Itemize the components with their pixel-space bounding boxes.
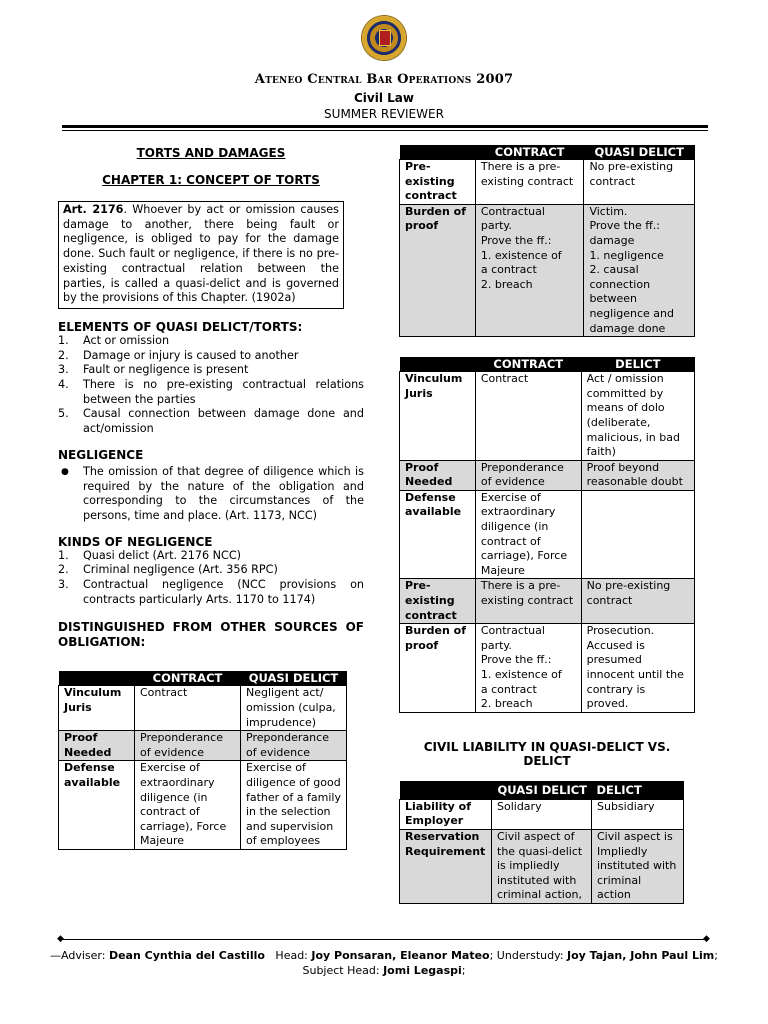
cell: Subsidiary — [592, 799, 684, 829]
row-label: Reservation Requirement — [400, 829, 492, 903]
list-item — [58, 378, 364, 407]
header-rule — [62, 125, 708, 128]
separator: ; — [714, 949, 718, 962]
cell: Contract — [135, 686, 241, 731]
cell: Civil aspect of the quasi-delict is impliedly instituted with criminal action, — [492, 829, 592, 903]
subject-head-label: Subject Head: — [302, 964, 384, 977]
elements-list — [58, 334, 364, 437]
item-number: 3. — [58, 578, 69, 592]
header-cell: QUASI DELICT — [241, 671, 347, 686]
list-item — [58, 334, 364, 349]
adviser-label: —Adviser: — [50, 949, 109, 962]
table-header-row — [400, 145, 695, 160]
cell: Exercise of diligence of good father of a family in the selection and supervision of employees — [241, 761, 347, 850]
head-label: Head: — [275, 949, 312, 962]
item-text: Contractual negligence (NCC provisions on contracts particularly Arts. 1170 to 1174) — [83, 578, 364, 606]
table-row — [400, 490, 695, 579]
adviser-name: Dean Cynthia del Castillo — [108, 949, 265, 962]
cell: Civil aspect is Impliedly instituted with criminal action — [592, 829, 684, 903]
distinguished-heading: DISTINGUISHED FROM OTHER SOURCES OF OBLIGATION: — [58, 620, 364, 650]
header-cell: CONTRACT — [475, 357, 581, 372]
row-label: Liability of Employer — [400, 799, 492, 829]
item-number: 5. — [58, 407, 69, 421]
cell: Preponderance of evidence — [135, 731, 241, 761]
head-names: Joy Ponsaran, Eleanor Mateo — [311, 949, 490, 962]
cell: Contractual party. Prove the ff.: 1. existence of a contract 2. breach — [475, 204, 584, 336]
list-item — [58, 349, 364, 364]
edition-title: SUMMER REVIEWER — [324, 107, 444, 121]
table-header-row — [400, 357, 695, 372]
ateneo-seal-icon — [362, 16, 406, 60]
item-text: Damage or injury is caused to another — [83, 348, 299, 362]
header-cell: CONTRACT — [135, 671, 241, 686]
row-label: Defense available — [59, 761, 135, 850]
item-text: Criminal negligence (Art. 356 RPC) — [83, 563, 278, 577]
cell: Contract — [475, 372, 581, 461]
list-item — [58, 549, 364, 564]
row-label: Vinculum Juris — [400, 372, 476, 461]
item-number: 2. — [58, 348, 69, 362]
footer-subject-head — [0, 963, 768, 978]
table-row — [59, 731, 347, 761]
article-2176-box — [58, 201, 344, 309]
footer-credits — [0, 948, 768, 963]
diamond-icon: ◆ — [703, 934, 710, 944]
cell: No pre-existing contract — [581, 579, 694, 624]
table-header-row — [59, 671, 347, 686]
civil-liability-heading: CIVIL LIABILITY IN QUASI-DELICT VS. DELICT — [423, 739, 671, 768]
separator: ; — [461, 964, 466, 977]
row-label: Pre-existing contract — [400, 160, 476, 205]
cell: Solidary — [492, 799, 592, 829]
table-row — [59, 761, 347, 850]
table-header-row — [400, 781, 684, 800]
cell: Act / omission committed by means of dolo (deliberate, malicious, in bad faith) — [581, 372, 694, 461]
contract-vs-quasi-delict-table-cont — [399, 145, 695, 337]
cell: Proof beyond reasonable doubt — [581, 460, 694, 490]
table-row — [400, 624, 695, 713]
item-number: 3. — [58, 363, 69, 377]
cell — [581, 490, 694, 579]
item-number: 2. — [58, 563, 69, 577]
table-row — [400, 160, 695, 205]
bullet-icon: ● — [61, 466, 69, 477]
header-cell: DELICT — [592, 781, 684, 800]
organization-title: Ateneo Central Bar Operations 2007 — [254, 72, 514, 87]
cell: Exercise of extraordinary diligence (in contract of carriage), Force Majeure — [475, 490, 581, 579]
cell: Preponderance of evidence — [475, 460, 581, 490]
row-label: Vinculum Juris — [59, 686, 135, 731]
header-rule-thin — [62, 130, 708, 131]
civil-liability-table — [399, 781, 684, 904]
header-cell: QUASI DELICT — [492, 781, 592, 800]
item-text: Fault or negligence is present — [83, 363, 249, 377]
row-label: Defense available — [400, 490, 476, 579]
table-row — [400, 799, 684, 829]
item-number: 1. — [58, 333, 69, 347]
cell: Contractual party. Prove the ff.: 1. existence of a contract 2. breach — [475, 624, 581, 713]
header-cell — [400, 781, 492, 800]
cell: No pre-existing contract — [584, 160, 695, 205]
article-text: . Whoever by act or omission causes damage to another, there being fault or negligence, is obliged to pay for the damage done. Such fault or negligence, if there is no pre-existing contractual relation between the parties, is called a quasi-delict and is governed by the provisions of this Chapter. (1902a) — [63, 203, 340, 305]
contract-vs-delict-table — [399, 357, 695, 713]
table-row — [400, 204, 695, 336]
table-row — [400, 460, 695, 490]
elements-heading: ELEMENTS OF QUASI DELICT/TORTS: — [58, 319, 303, 334]
row-label: Proof Needed — [400, 460, 476, 490]
item-text: Act or omission — [83, 333, 170, 347]
cell: Victim. Prove the ff.: damage 1. negligence 2. causal connection between negligence and damage done — [584, 204, 695, 336]
list-item — [58, 578, 364, 607]
row-label: Burden of proof — [400, 624, 476, 713]
understudy-label: ; Understudy: — [489, 949, 568, 962]
row-label: Proof Needed — [59, 731, 135, 761]
item-text: Causal connection between damage done and act/omission — [83, 407, 364, 436]
subject-title: Civil Law — [354, 91, 414, 105]
cell: Preponderance of evidence — [241, 731, 347, 761]
footer-rule — [62, 939, 708, 940]
cell: Exercise of extraordinary diligence (in contract of carriage), Force Majeure — [135, 761, 241, 850]
understudy-names: Joy Tajan, John Paul Lim — [567, 949, 715, 962]
item-number: 1. — [58, 548, 69, 562]
table-row — [59, 686, 347, 731]
item-text: Quasi delict (Art. 2176 NCC) — [83, 548, 242, 562]
left-column — [58, 140, 364, 850]
row-label: Pre-existing contract — [400, 579, 476, 624]
diamond-icon: ◆ — [57, 934, 64, 944]
table-row — [400, 829, 684, 903]
negligence-definition — [58, 465, 364, 524]
item-number: 4. — [58, 378, 69, 392]
subject-head-name: Jomi Legaspi — [383, 964, 462, 977]
header-cell: QUASI DELICT — [584, 145, 695, 160]
cell: Negligent act/ omission (culpa, imprudence) — [241, 686, 347, 731]
kinds-heading: KINDS OF NEGLIGENCE — [58, 534, 213, 549]
right-column — [399, 145, 695, 904]
cell: Prosecution. Accused is presumed innocent until the contrary is proved. — [581, 624, 694, 713]
contract-vs-quasi-delict-table — [58, 671, 347, 850]
header-cell: DELICT — [581, 357, 694, 372]
list-item — [58, 407, 364, 436]
table-row — [400, 579, 695, 624]
main-title: TORTS AND DAMAGES — [136, 146, 286, 160]
header-cell — [59, 671, 135, 686]
list-item — [58, 363, 364, 378]
table-row — [400, 372, 695, 461]
list-item — [58, 563, 364, 578]
negligence-heading: NEGLIGENCE — [58, 447, 144, 462]
header-cell — [400, 145, 476, 160]
article-number: Art. 2176 — [63, 203, 124, 216]
header-cell: CONTRACT — [475, 145, 584, 160]
cell: There is a pre-existing contract — [475, 579, 581, 624]
chapter-title: CHAPTER 1: CONCEPT OF TORTS — [102, 173, 320, 187]
header-cell — [400, 357, 476, 372]
item-text: There is no pre-existing contractual relations between the parties — [83, 378, 364, 406]
negligence-text: The omission of that degree of diligence which is required by the nature of the obligation and corresponding to the circumstances of the persons, time and place. (Art. 1173, NCC) — [83, 464, 364, 522]
kinds-list — [58, 549, 364, 608]
cell: There is a pre-existing contract — [475, 160, 584, 205]
row-label: Burden of proof — [400, 204, 476, 336]
